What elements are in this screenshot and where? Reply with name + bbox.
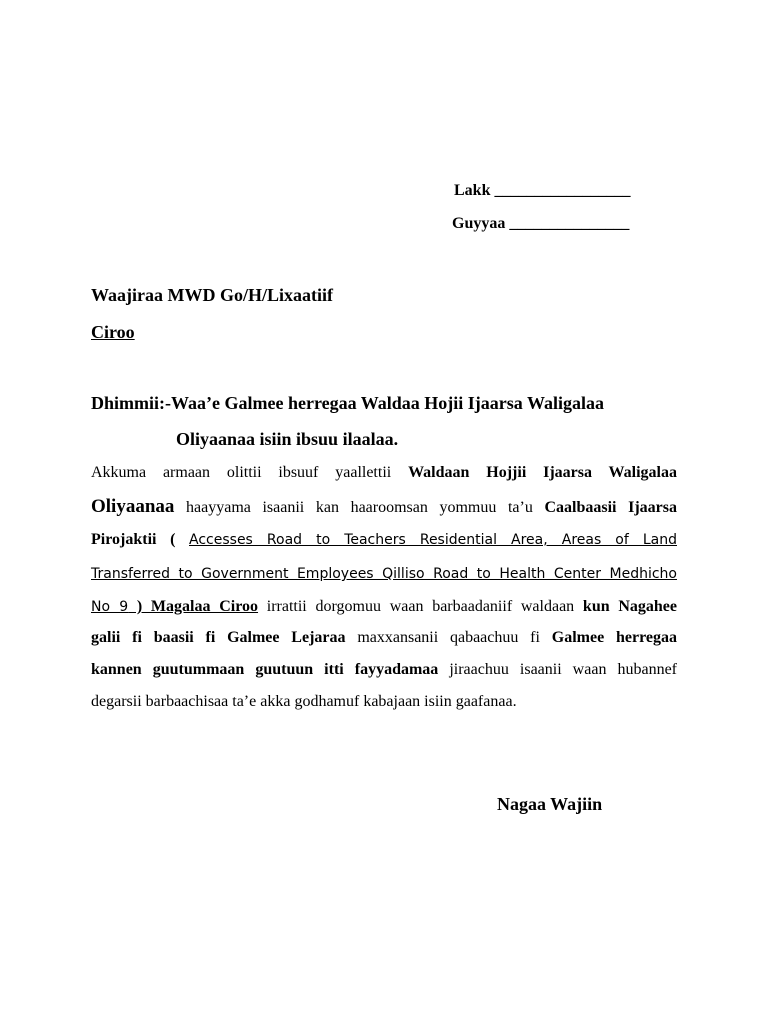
- project-title: No 9: [91, 599, 129, 615]
- body-paragraph-line: [91, 622, 677, 654]
- body-paragraph-line: [91, 491, 677, 523]
- body-text: degarsii barbaachisaa ta’e akka godhamuf kabajaan isiin gaafanaa.: [91, 693, 517, 710]
- body-text: Akkuma armaan olittii ibsuuf yaallettii: [91, 464, 409, 481]
- body-paragraph-line: [91, 524, 677, 556]
- subject-line-2: Oliyaanaa isiin ibsuu ilaalaa.: [176, 429, 399, 449]
- body-text-bold: kannen guutummaan guutuun itti fayyadamaa: [91, 661, 439, 678]
- project-title: Transferred to Government Employees Qilliso Road to Health Center Medhicho: [91, 566, 677, 582]
- closing-salutation: Nagaa Wajiin: [497, 794, 603, 814]
- body-text-bold: kun Nagahee: [582, 598, 678, 615]
- body-text: maxxansanii qabaachuu fi: [345, 629, 552, 646]
- body-text: jiraachuu isaanii waan hubannef: [438, 661, 677, 678]
- reference-date: Guyyaa _______________: [452, 215, 630, 232]
- body-text-bold: galii fi baasii fi Galmee Lejaraa: [91, 629, 346, 646]
- addressee-place: Ciroo: [91, 322, 135, 342]
- body-paragraph-line: [91, 457, 677, 489]
- addressee-title: Waajiraa MWD Go/H/Lixaatiif: [91, 285, 333, 305]
- body-text: haayyama isaanii kan haaroomsan yommuu ta’u: [174, 499, 545, 516]
- body-text-bold: Oliyaanaa: [91, 496, 175, 517]
- body-paragraph-line: [91, 558, 677, 590]
- body-text: irrattii dorgomuu waan barbaadaniif waldaan: [258, 598, 583, 615]
- body-text-bold: Galmee herregaa: [551, 629, 678, 646]
- body-paragraph-line: [91, 686, 677, 718]
- body-paragraph-line: [91, 654, 677, 686]
- body-paragraph-line: [91, 591, 677, 623]
- reference-number: Lakk _________________: [454, 182, 631, 199]
- body-text-bold: Pirojaktii (: [91, 531, 190, 548]
- body-text-bold: Caalbaasii Ijaarsa: [544, 499, 677, 516]
- body-text-bold: ) Magalaa Ciroo: [128, 598, 259, 615]
- body-text-bold: Waldaan Hojjii Ijaarsa Waligalaa: [408, 464, 677, 481]
- subject-line-1: Dhimmii:-Waa’e Galmee herregaa Waldaa Hojii Ijaarsa Waligalaa: [91, 393, 604, 413]
- project-title: Accesses Road to Teachers Residential Area, Areas of Land: [189, 532, 677, 548]
